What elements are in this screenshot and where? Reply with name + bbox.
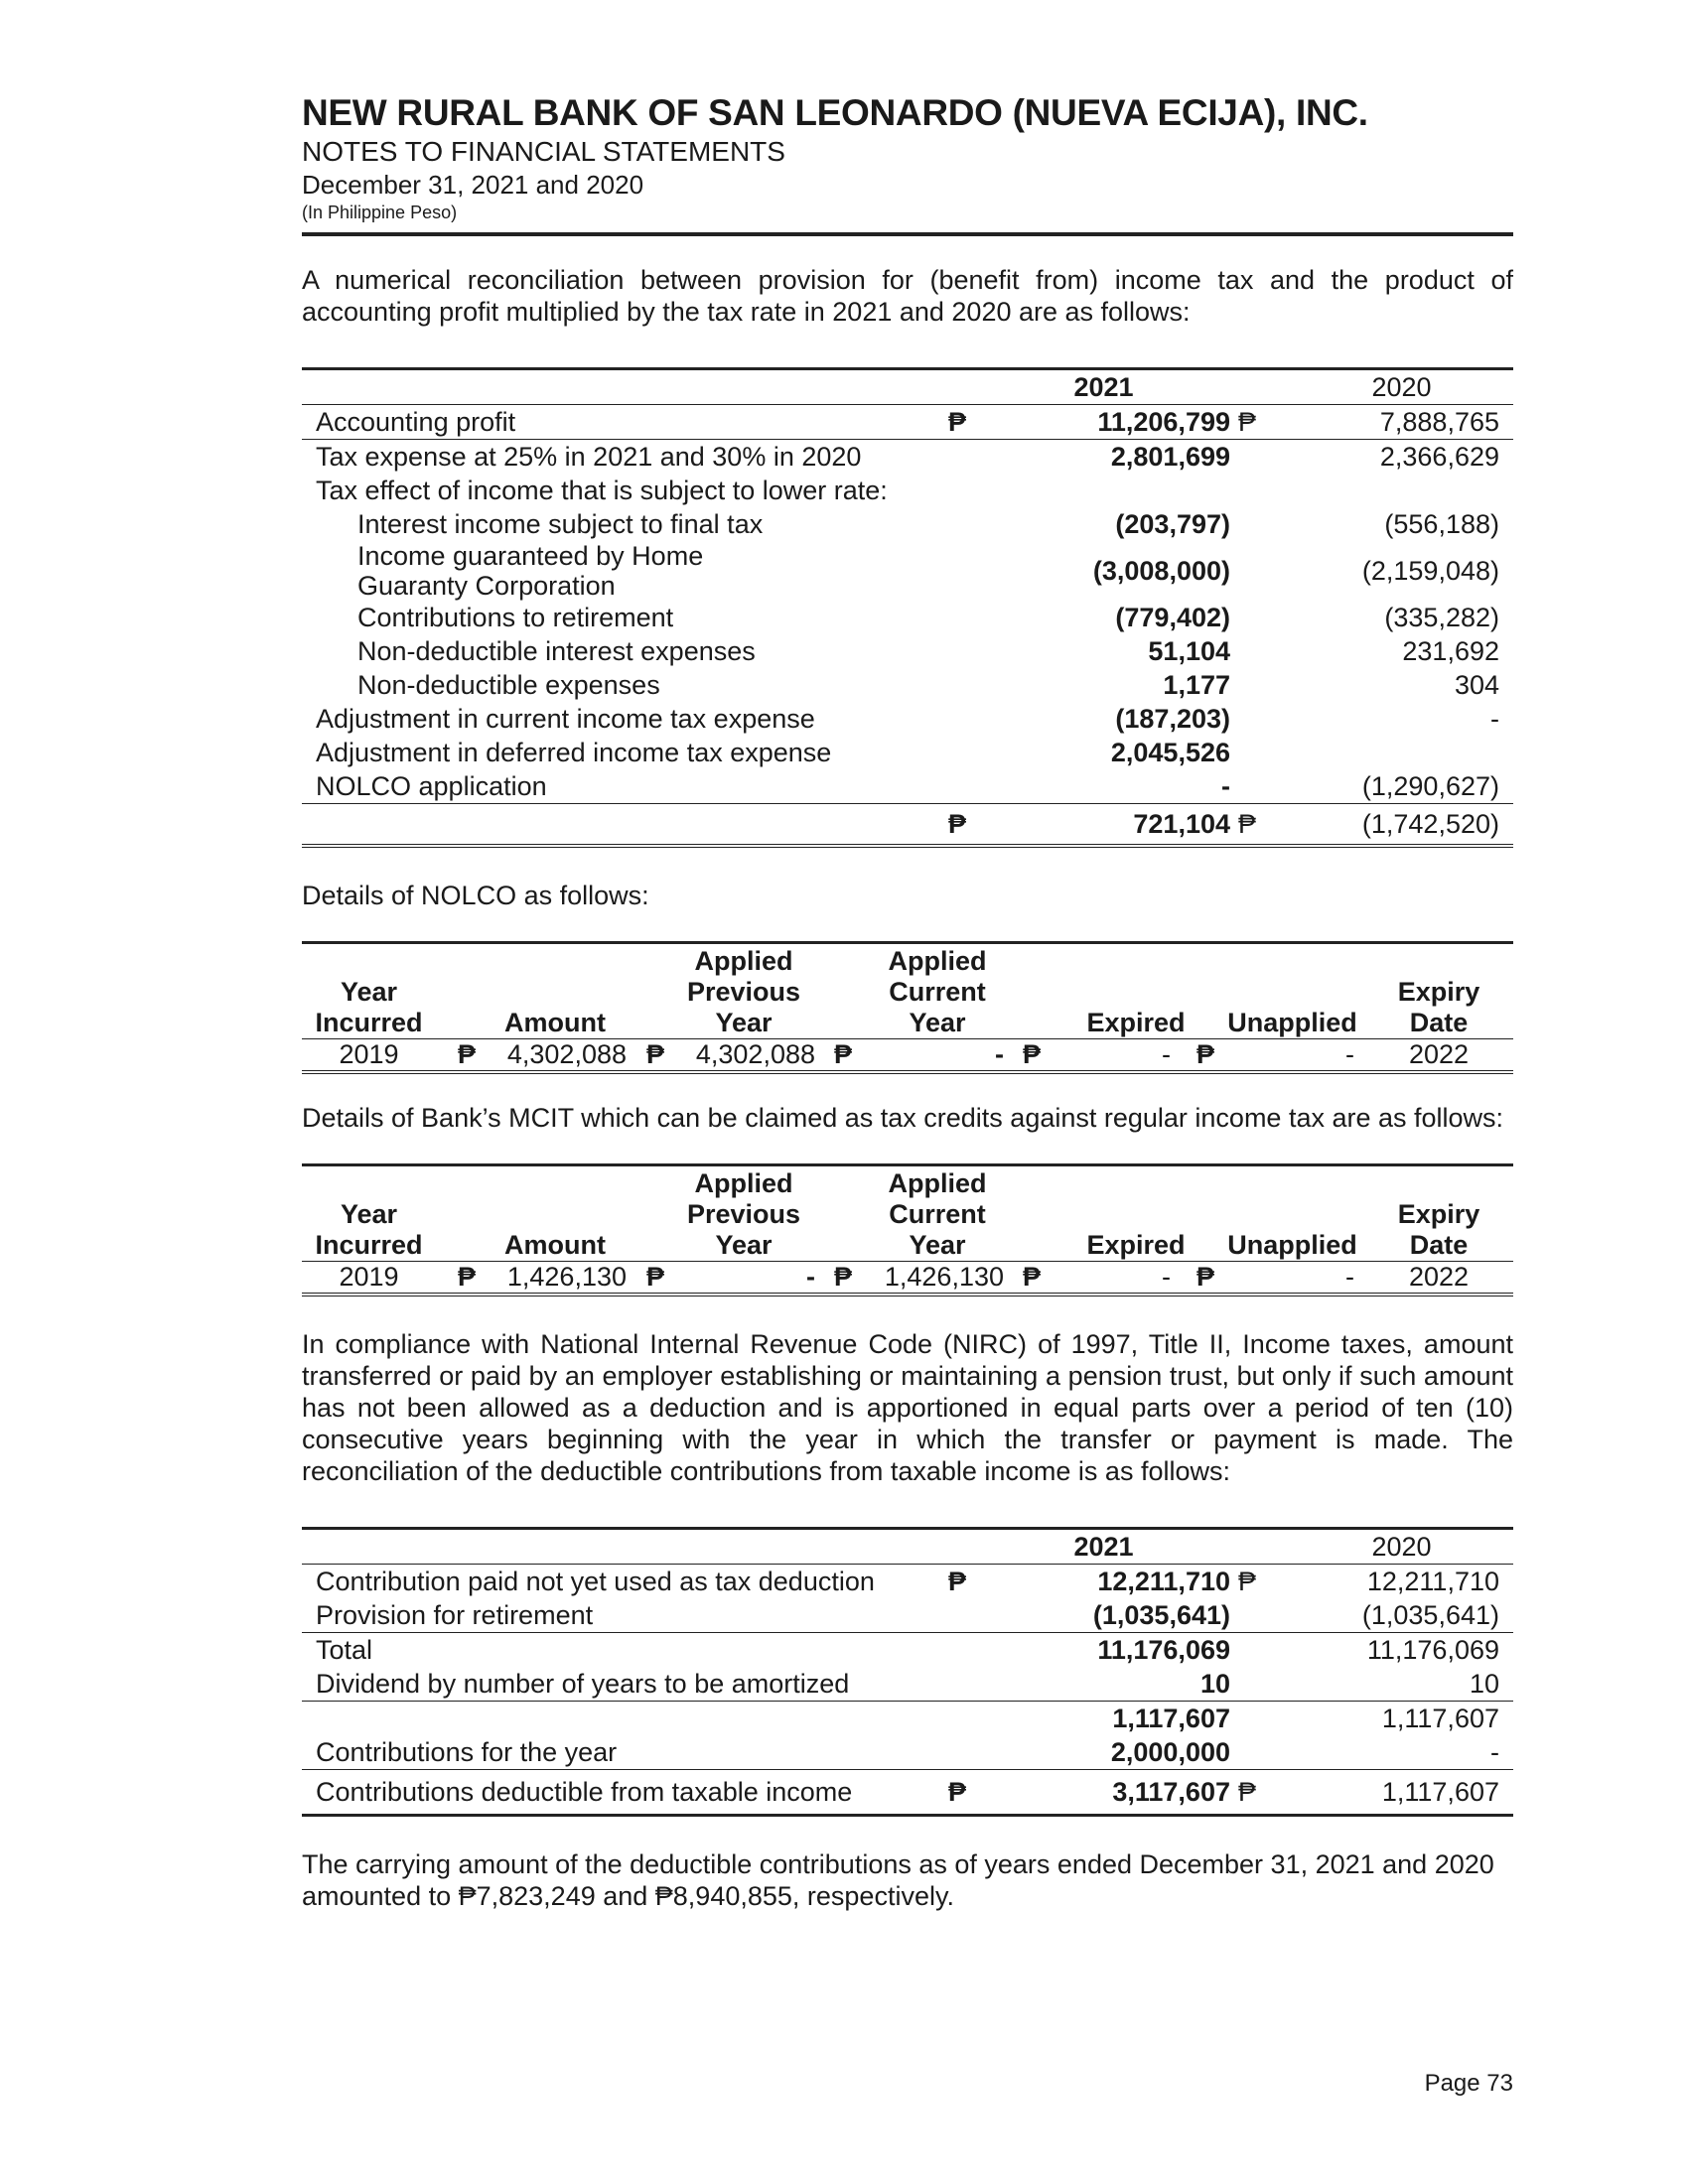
mcit-intro: Details of Bank’s MCIT which can be claimed as tax credits against regular income tax are as follows: — [302, 1103, 1504, 1133]
nolco-table — [302, 941, 1513, 1074]
statement-date: December 31, 2021 and 2020 — [302, 170, 644, 200]
table-total-row: ₱ 721,104 ₱ (1,742,520) — [302, 804, 1513, 847]
table-row: Non-deductible interest expenses 51,104 231,692 — [357, 636, 1499, 666]
table-row: Contribution paid not yet used as tax deduction ₱ 12,211,710 ₱ 12,211,710 — [302, 1565, 1513, 1599]
contributions-table — [302, 1527, 1513, 1817]
table-row: 2019 ₱ 1,426,130 ₱ - ₱ 1,426,130 ₱ - ₱ - 2022 — [302, 1262, 1513, 1296]
company-name: NEW RURAL BANK OF SAN LEONARDO (NUEVA ECIJA), INC. — [302, 92, 1368, 133]
intro-paragraph: A numerical reconciliation between provision for (benefit from) income tax and the product of accounting profit multiplied by the tax rate in 2021 and 2020 are as follows: — [302, 265, 1513, 327]
currency-note: (In Philippine Peso) — [302, 203, 458, 222]
table-header-row — [302, 369, 1513, 405]
table-row: Adjustment in current income tax expense (187,203) - — [316, 704, 1499, 734]
closing-paragraph: The carrying amount of the deductible contributions as of years ended December 31, 2021 and 2020 amounted to ₱7,823,249 and ₱8,940,855, respectively. — [302, 1849, 1494, 1911]
table-row: Non-deductible expenses 1,177 304 — [357, 670, 1499, 700]
table-row: Accounting profit ₱ 11,206,799 ₱ 7,888,765 — [302, 405, 1513, 440]
table-row: Adjustment in deferred income tax expense 2,045,526 — [316, 738, 1230, 767]
tax-reconciliation-table — [302, 367, 1513, 848]
table-row: NOLCO application - (1,290,627) — [316, 771, 1499, 801]
page-number: Page 73 — [1424, 2070, 1513, 2097]
mcit-table — [302, 1163, 1513, 1297]
col-2021: 2021 — [977, 369, 1230, 405]
nirc-paragraph: In compliance with National Internal Revenue Code (NIRC) of 1997, Title II, Income taxes, amount transferred or paid by an employer establishing or maintaining a pension trust, but only if such amount has not been allowed as a deduction and is apportioned in equal parts over a period of ten (10) consecutive years beginning with the year in which the transfer or payment is made. The reconciliation of the deductible contributions from taxable income is as follows: — [302, 1329, 1513, 1486]
document-header — [302, 91, 1513, 236]
table-header-row: 2021 2020 — [302, 1529, 1513, 1565]
table-row: Income guaranteed by Home Guaranty Corporation (3,008,000) (2,159,048) — [357, 541, 1499, 601]
col-2020: 2020 — [1290, 369, 1513, 405]
nolco-intro: Details of NOLCO as follows: — [302, 881, 649, 910]
table-row: Contributions to retirement (779,402) (335,282) — [357, 603, 1499, 632]
table-row: Provision for retirement (1,035,641) (1,035,641) — [316, 1600, 1499, 1630]
table-row: Total 11,176,069 11,176,069 — [302, 1633, 1513, 1668]
notes-title: NOTES TO FINANCIAL STATEMENTS — [302, 136, 785, 167]
table-header-row: Year Incurred Amount Applied Previous Year Applied Current Year Expired Unapplied Expiry Date — [302, 943, 1513, 1039]
table-total-row: Contributions deductible from taxable income ₱ 3,117,607 ₱ 1,117,607 — [302, 1770, 1513, 1816]
table-row: 1,117,607 1,117,607 — [302, 1702, 1513, 1736]
document-page — [302, 91, 1513, 1912]
table-row: Contributions for the year 2,000,000 - — [316, 1737, 1499, 1767]
table-row: Dividend by number of years to be amortized 10 10 — [316, 1669, 1499, 1699]
header-rule — [302, 232, 1513, 236]
table-row: 2019 ₱ 4,302,088 ₱ 4,302,088 ₱ - ₱ - ₱ - 2022 — [302, 1039, 1513, 1073]
table-header-row: Year Incurred Amount Applied Previous Year Applied Current Year Expired Unapplied Expiry Date — [302, 1165, 1513, 1262]
table-row: Tax expense at 25% in 2021 and 30% in 2020 2,801,699 2,366,629 — [302, 440, 1513, 475]
table-row: Tax effect of income that is subject to lower rate: — [316, 476, 888, 505]
table-row: Interest income subject to final tax (203,797) (556,188) — [357, 509, 1499, 539]
